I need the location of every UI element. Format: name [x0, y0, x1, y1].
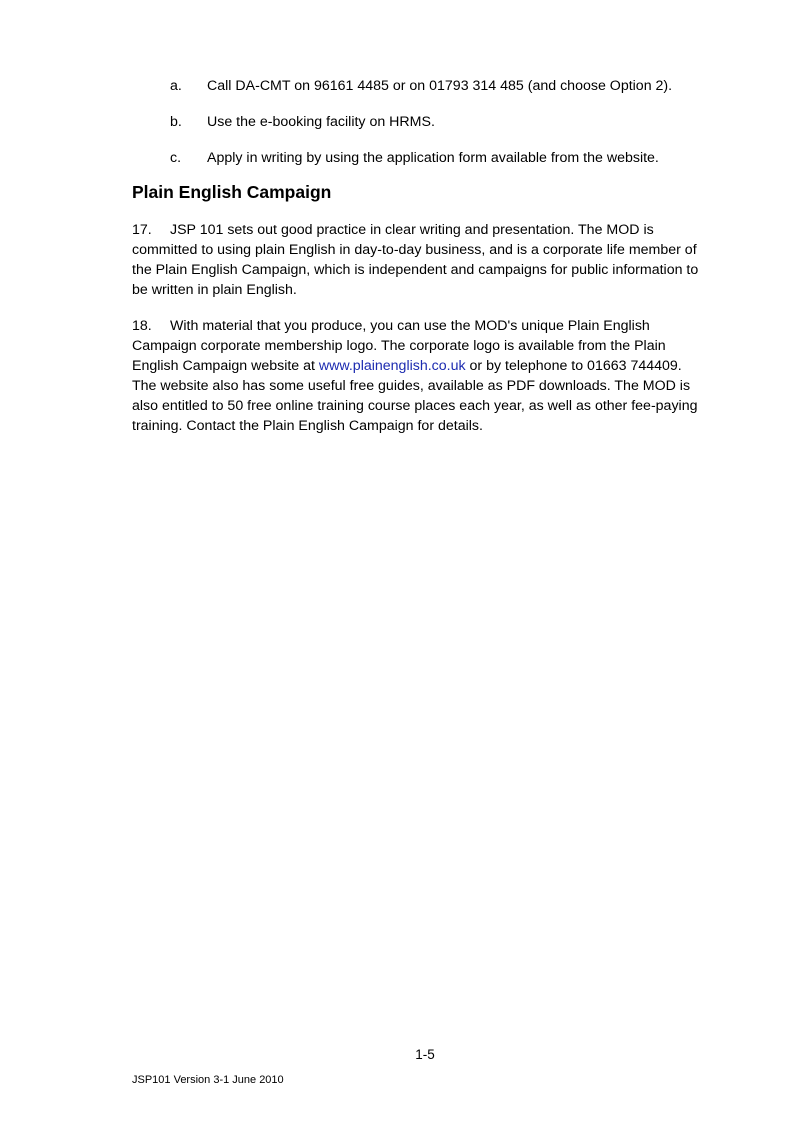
paragraph-line: committed to using plain English in day-to-day business, and is a corporate life member of: [132, 242, 697, 258]
plain-english-website-link[interactable]: www.plainenglish.co.uk: [318, 358, 466, 374]
paragraph-line: training. Contact the Plain English Campaign for details.: [132, 418, 483, 434]
paragraph-text: English Campaign website at: [132, 358, 319, 374]
paragraph-number: 18.: [132, 318, 152, 334]
list-item-letter: a.: [170, 78, 182, 94]
paragraph-18: [132, 316, 722, 436]
paragraph-number: 17.: [132, 222, 152, 238]
list-item-text: Use the e-booking facility on HRMS.: [207, 114, 435, 130]
paragraph-line: [132, 220, 722, 240]
paragraph-text: With material that you produce, you can use the MOD's unique Plain English: [170, 318, 650, 334]
paragraph-text: or by telephone to 01663 744409.: [465, 358, 682, 374]
list-item-text: Call DA-CMT on 96161 4485 or on 01793 314 485 (and choose Option 2).: [207, 78, 673, 94]
paragraph-line: The website also has some useful free guides, available as PDF downloads. The MOD is: [132, 378, 691, 394]
paragraph-line: the Plain English Campaign, which is independent and campaigns for public information to: [132, 262, 699, 278]
list-item-letter: c.: [170, 150, 182, 166]
page-number: 1-5: [415, 1047, 435, 1062]
paragraph-text: JSP 101 sets out good practice in clear writing and presentation. The MOD is: [170, 222, 654, 238]
document-footer: JSP101 Version 3-1 June 2010: [132, 1074, 284, 1086]
list-item-text: Apply in writing by using the application form available from the website.: [207, 150, 659, 166]
paragraph-line: also entitled to 50 free online training course places each year, as well as other fee-paying: [132, 398, 698, 414]
paragraph-line: Campaign corporate membership logo. The corporate logo is available from the Plain: [132, 338, 666, 354]
list-item-letter: b.: [170, 114, 182, 130]
paragraph-line: [132, 316, 722, 336]
paragraph-17: [132, 220, 722, 300]
paragraph-line: be written in plain English.: [132, 282, 297, 298]
paragraph-line: [132, 356, 722, 376]
section-heading: Plain English Campaign: [132, 182, 332, 202]
